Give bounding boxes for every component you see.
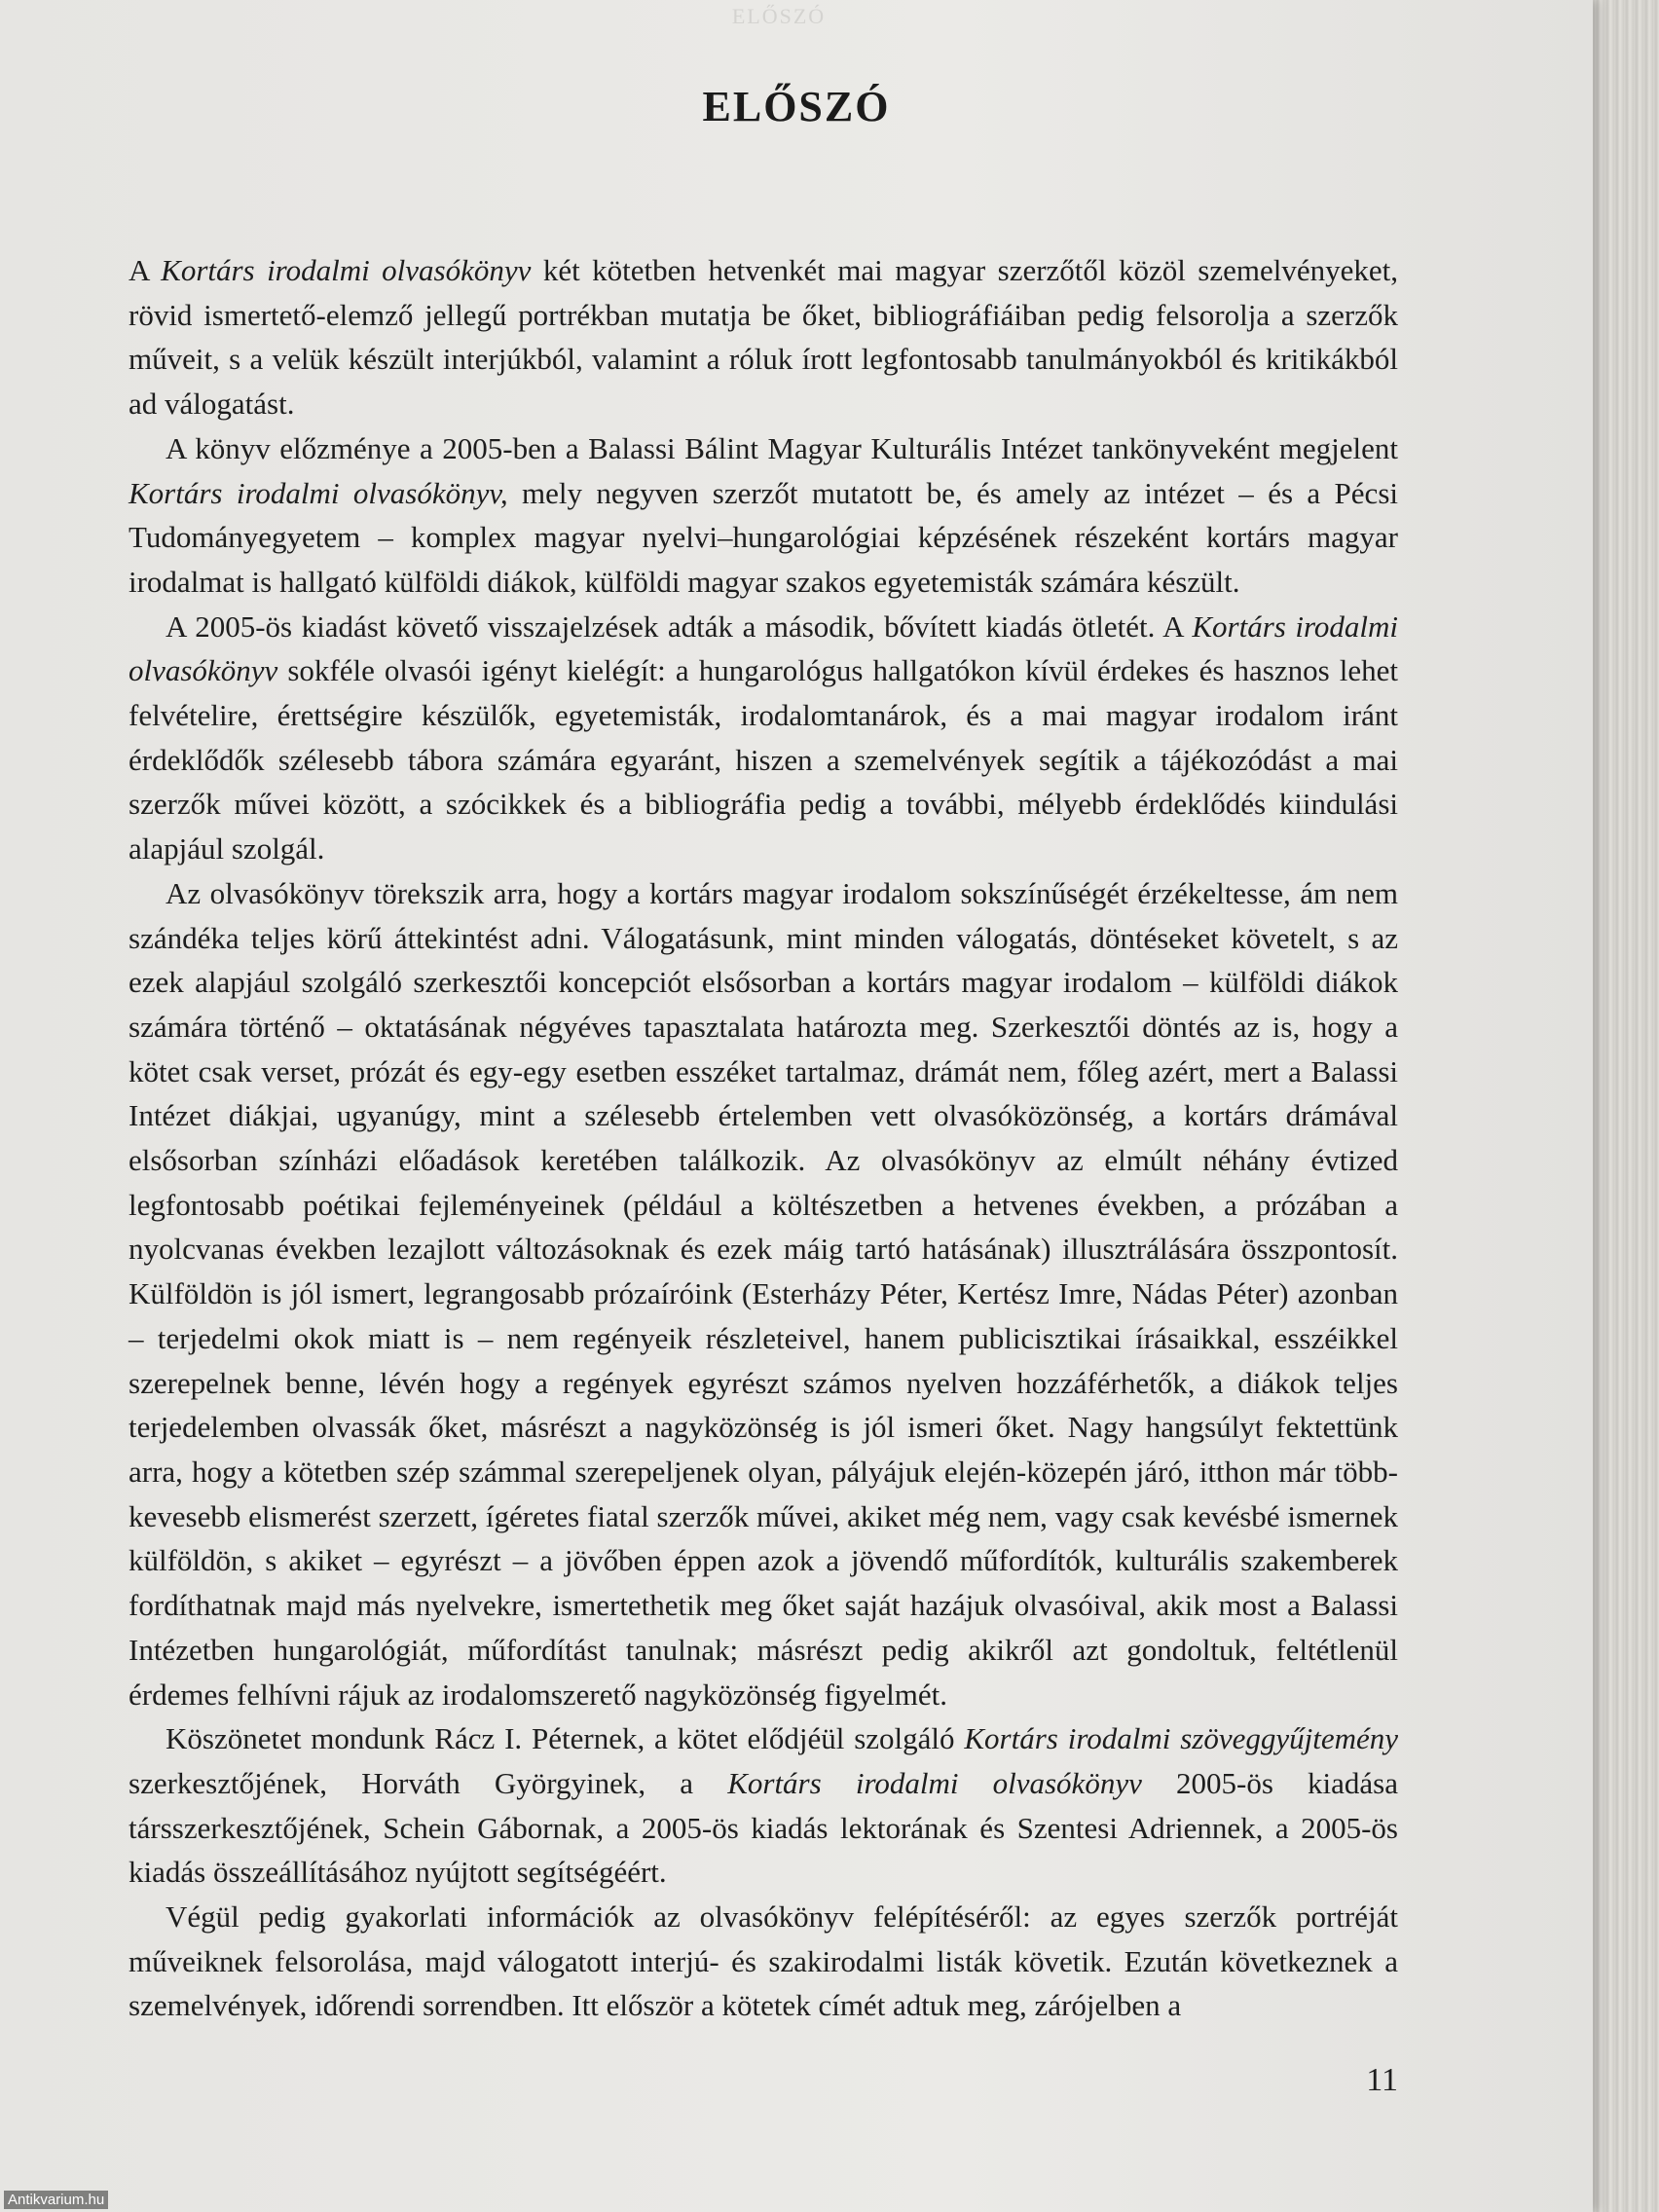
page-title: ELŐSZÓ — [702, 83, 891, 130]
text-segment: A — [129, 253, 162, 287]
text-segment: mely negyven szerzőt mutatott be, és amely az intézet – és a Pécsi Tudományegyetem – komplex magyar nyelvi–hungarológiai képzésének részeként kortárs magyar irodalmat is hallgató külföldi diákok, külföldi magyar szakos egyetemisták számára készült. — [129, 475, 1398, 599]
text-segment: szerkesztőjének, Horváth Györgyinek, a — [129, 1765, 728, 1800]
paragraph — [129, 605, 1398, 871]
text-segment: Az olvasókönyv törekszik arra, hogy a kortárs magyar irodalom sokszínűségét érzékeltesse, ám nem szándéka teljes körű áttekintést adni. Válogatásunk, mint minden válogatás, döntéseket követelt, s az ezek alapjául szolgáló szerkesztői koncepciót elsősorban a kortárs magyar irodalom – külföldi diákok számára történő – oktatásának négyéves tapasztalata határozta meg. Szerkesztői döntés az is, hogy a kötet csak verset, prózát és egy-egy esetben esszéket tartalmaz, drámát nem, főleg azért, mert a Balassi Intézet diákjai, ugyanúgy, mint a szélesebb értelemben vett olvasóközönség, a kortárs drámával elsősorban színházi előadások keretében találkozik. Az olvasókönyv az elmúlt néhány évtized legfontosabb poétikai fejleményeinek (például a költészetben a hetvenes években, a prózában a nyolcvanas években lezajlott változásoknak és ezek máig tartó hatásának) illusztrálására összpontosít. Külföldön is jól ismert, legrangosabb prózaíróink (Esterházy Péter, Kertész Imre, Nádas Péter) azonban – terjedelmi okok miatt is – nem regényeik részleteivel, hanem publicisztikai írásaikkal, esszéikkel szerepelnek benne, lévén hogy a regények egyrészt számos nyelven hozzáférhetők, a diákok teljes terjedelemben olvassák őket, másrészt a nagyközönség is jól ismeri őket. Nagy hangsúlyt fektettünk arra, hogy a kötetben szép számmal szerepeljenek olyan, pályájuk elején-közepén járó, itthon már több-kevesebb elismerést szerzett, ígéretes fiatal szerzők művei, akiket még nem, vagy csak kevésbé ismernek külföldön, s akiket – egyrészt – a jövőben éppen azok a jövendő műfordítók, kulturális szakemberek fordíthatnak majd más nyelvekre, ismertethetik meg őket saját hazájuk olvasóival, akik most a Balassi Intézetben hungarológiát, műfordítást tanulnak; másrészt pedig akikről azt gondoltuk, feltétlenül érdemes felhívni rájuk az irodalomszerető nagyközönség figyelmét. — [129, 875, 1398, 1712]
text-segment: A könyv előzménye a 2005-ben a Balassi Bálint Magyar Kulturális Intézet tankönyveként megjelent — [166, 430, 1398, 465]
italic-title-segment: Kortárs irodalmi szöveggyűjtemény — [964, 1721, 1398, 1756]
italic-title-segment: Kortárs irodalmi olvasókönyv, — [129, 475, 508, 510]
text-segment: sokféle olvasói igényt kielégít: a hungarológus hallgatókon kívül érdekes és hasznos lehet felvételire, érettségire készülők, egyetemisták, irodalomtanárok, és a mai magyar irodalom iránt érdeklődők szélesebb tábora számára egyaránt, hiszen a szemelvények segítik a tájékozódást a mai szerzők művei között, a szócikkek és a bibliográfia pedig a további, mélyebb érdeklődés kiindulási alapjául szolgál. — [129, 653, 1398, 866]
paragraph — [129, 871, 1398, 1716]
page-number: 11 — [1366, 2062, 1398, 2098]
watermark: Antikvarium.hu — [4, 2191, 108, 2209]
text-segment: két kötetben hetvenkét mai magyar szerzőtől közöl szemelvényeket, rövid ismertető-elemző jellegű portrékban mutatja be őket, bibliográfiáiban pedig felsorolja a szerzők műveit, s a velük készült interjúkból, valamint a róluk írott legfontosabb tanulmányokból és kritikákból ad válogatást. — [129, 253, 1398, 422]
paragraph — [129, 248, 1398, 426]
italic-title-segment: Kortárs irodalmi olvasókönyv — [129, 608, 1398, 688]
text-segment: 2005-ös kiadása társszerkesztőjének, Schein Gábornak, a 2005-ös kiadás lektorának és Szentesi Adriennek, a 2005-ös kiadás összeállításához nyújtott segítségéért. — [129, 1765, 1398, 1890]
italic-title-segment: Kortárs irodalmi olvasókönyv — [727, 1765, 1142, 1800]
text-segment: Köszönetet mondunk Rácz I. Péternek, a kötet elődjéül szolgáló — [166, 1721, 965, 1756]
paragraph — [129, 426, 1398, 605]
text-segment: A 2005-ös kiadást követő visszajelzések adták a második, bővített kiadás ötletét. A — [166, 608, 1193, 644]
running-header: ELŐSZÓ — [731, 4, 827, 28]
italic-title-segment: Kortárs irodalmi olvasókönyv — [161, 253, 532, 287]
text-segment: Végül pedig gyakorlati információk az olvasókönyv felépítéséről: az egyes szerzők portréját műveiknek felsorolása, majd válogatott interjú- és szakirodalmi listák követik. Ezután következnek a szemelvények, időrendi sorrendben. Itt először a kötetek címét adtuk meg, zárójelben a — [129, 1899, 1398, 2023]
paragraph — [129, 1895, 1398, 2028]
paragraph — [129, 1716, 1398, 1895]
body-text — [129, 248, 1398, 2028]
